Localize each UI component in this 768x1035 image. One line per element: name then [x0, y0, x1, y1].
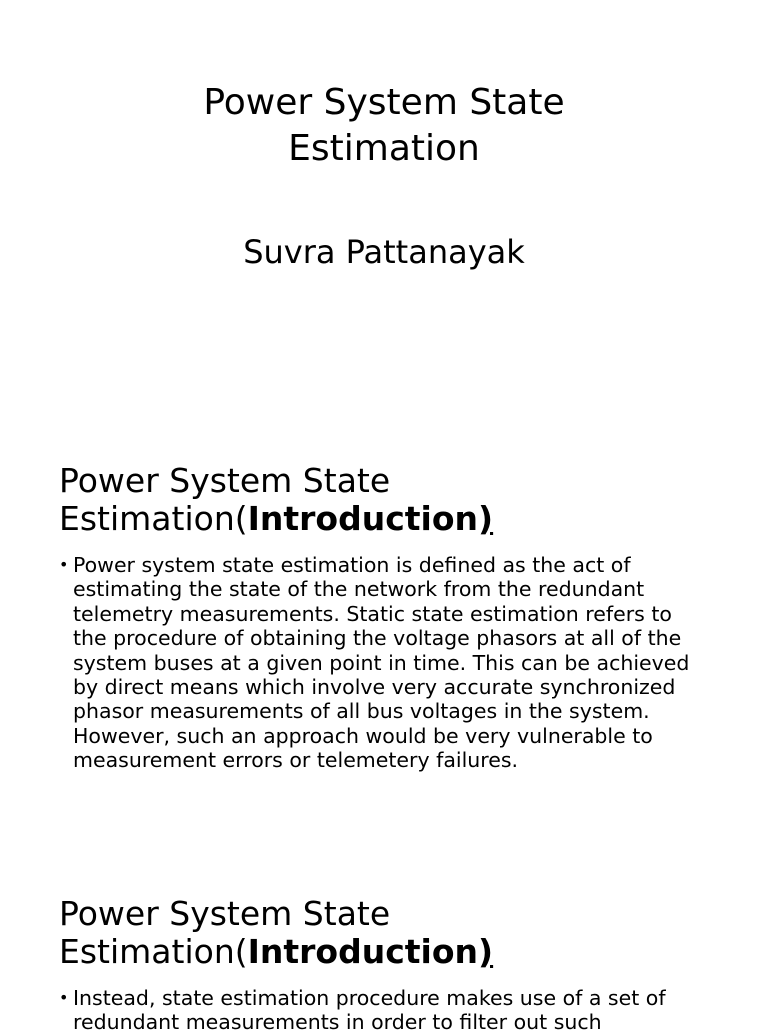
slide-heading-line1: Power System State: [59, 461, 391, 500]
slide-heading-line1: Power System State: [59, 894, 391, 933]
heading-paren: ): [478, 499, 494, 538]
heading-bold: Introduction: [247, 932, 479, 971]
bullet-item: [59, 986, 709, 1035]
heading-prefix: Estimation(: [59, 932, 248, 971]
presentation-title-line1: Power System State: [203, 82, 565, 123]
bullet-text: Instead, state estimation procedure makes use of a set of redundant measurements in order to filter out such: [73, 986, 666, 1035]
presentation-title-line2: Estimation: [288, 128, 480, 169]
bullet-marker: •: [59, 555, 69, 574]
slide-heading-line2: [59, 933, 493, 971]
presentation-author: Suvra Pattanayak: [243, 233, 525, 271]
heading-paren: ): [478, 932, 494, 971]
heading-bold: Introduction: [247, 499, 479, 538]
heading-prefix: Estimation(: [59, 499, 248, 538]
bullet-marker: •: [59, 988, 69, 1007]
bullet-text: Power system state estimation is defined as the act of estimating the state of the network from the redundant telemetry measurements. Static state estimation refers to the procedure of obtaining the voltage phasors at all of the system buses at a given point in time. This can be achieved by direct means which involve very accurate synchronized phasor measurements of all bus voltages in the system. However, such an approach would be very vulnerable to measurement errors or telemetery failures.: [73, 553, 690, 773]
slide-heading: [59, 895, 493, 971]
